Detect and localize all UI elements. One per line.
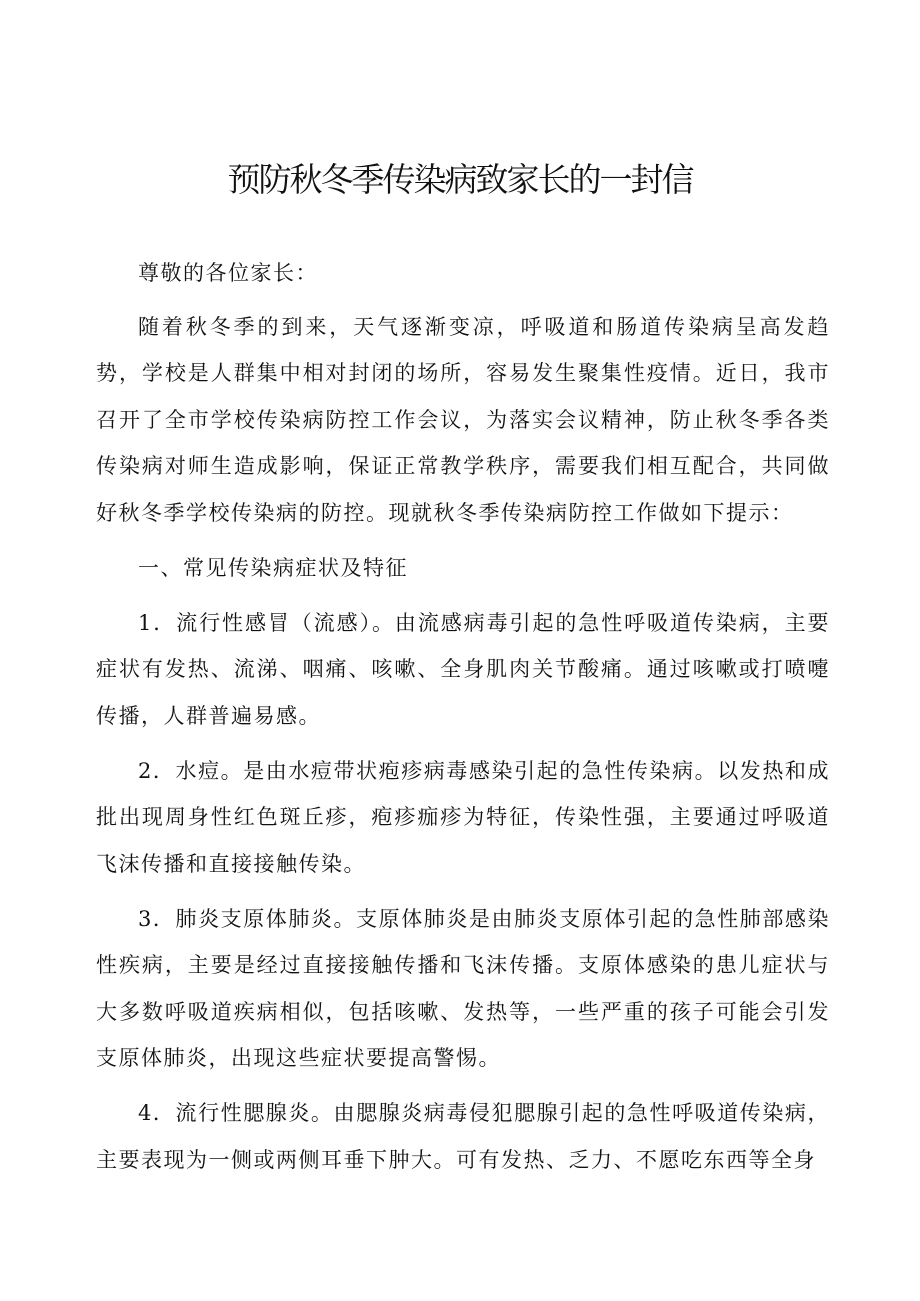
document-title: 预防秋冬季传染病致家长的一封信 (227, 160, 693, 199)
document-body (96, 250, 830, 1192)
section-heading: 一、常见传染病症状及特征 (138, 555, 408, 580)
list-item-mumps: 4．流行性腮腺炎。由腮腺炎病毒侵犯腮腺引起的急性呼吸道传染病，主要表现为一侧或两侧耳垂下肿大。可有发热、乏力、不愿吃东西等全身 (96, 1101, 830, 1172)
list-item-chickenpox: 2．水痘。是由水痘带状疱疹病毒感染引起的急性传染病。以发热和成批出现周身性红色斑丘疹，疱疹痂疹为特征，传染性强，主要通过呼吸道飞沫传播和直接接触传染。 (96, 758, 830, 876)
list-item-mycoplasma-pneumonia: 3．肺炎支原体肺炎。支原体肺炎是由肺炎支原体引起的急性肺部感染性疾病，主要是经过直接接触传播和飞沫传播。支原体感染的患儿症状与大多数呼吸道疾病相似，包括咳嗽、发热等，一些严重的孩子可能会引发支原体肺炎，出现这些症状要提高警惕。 (96, 906, 830, 1070)
list-item-influenza: 1．流行性感冒（流感）。由流感病毒引起的急性呼吸道传染病，主要症状有发热、流涕、咽痛、咳嗽、全身肌肉关节酸痛。通过咳嗽或打喷嚏传播，人群普遍易感。 (96, 610, 830, 728)
intro-paragraph: 随着秋冬季的到来，天气逐渐变凉，呼吸道和肠道传染病呈高发趋势，学校是人群集中相对封闭的场所，容易发生聚集性疫情。近日，我市召开了全市学校传染病防控工作会议，为落实会议精神，防止秋冬季各类传染病对师生造成影响，保证正常教学秩序，需要我们相互配合，共同做好秋冬季学校传染病的防控。现就秋冬季传染病防控工作做如下提示： (96, 314, 830, 525)
salutation: 尊敬的各位家长： (138, 261, 318, 285)
